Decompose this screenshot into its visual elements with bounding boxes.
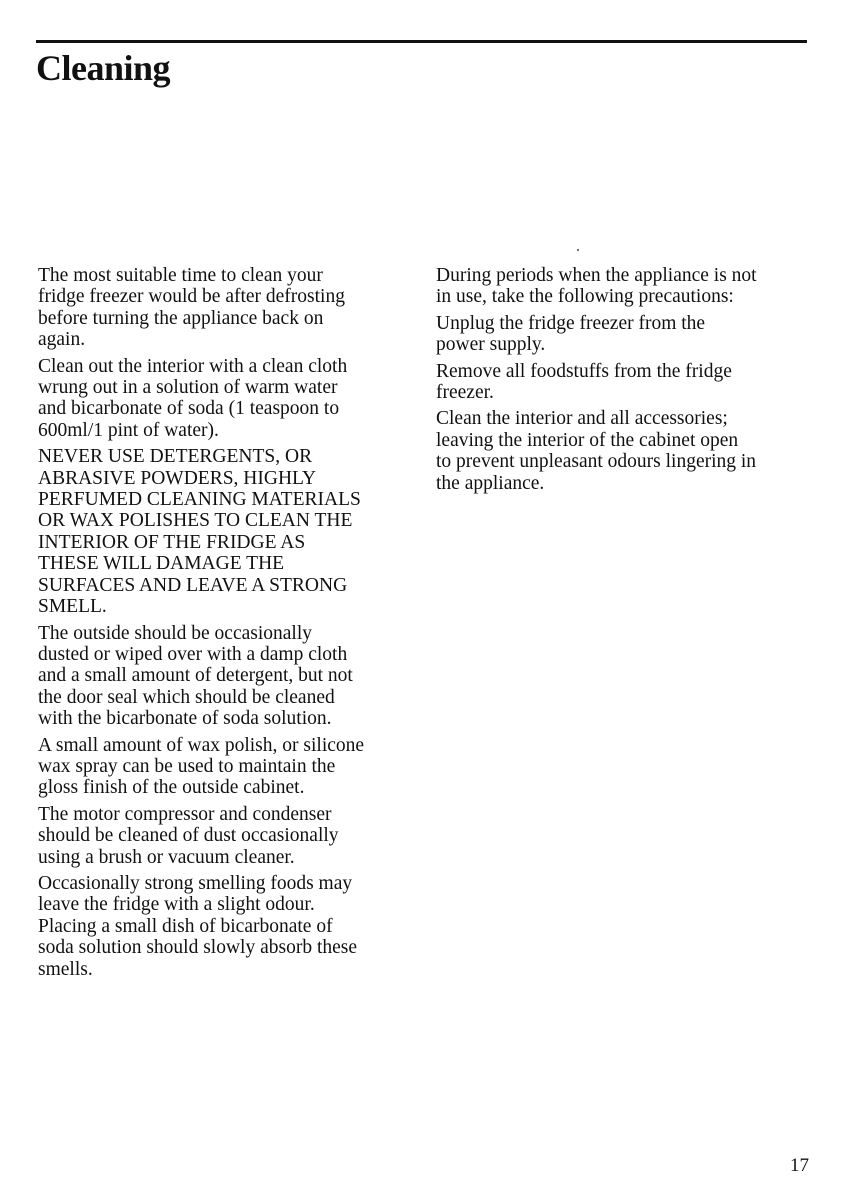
text-line: SURFACES AND LEAVE A STRONG — [38, 574, 348, 596]
text-line: ABRASIVE POWDERS, HIGHLY — [38, 467, 317, 489]
text-line: SMELL. — [38, 596, 107, 618]
text-line: in use, take the following precautions: — [436, 286, 734, 308]
text-line: Unplug the fridge freezer from the — [436, 312, 706, 334]
text-line: smells. — [38, 958, 93, 980]
text-line: wrung out in a solution of warm water — [38, 377, 338, 399]
text-line: Clean out the interior with a clean cloth — [38, 355, 348, 377]
text-line: again. — [38, 329, 86, 351]
paragraph-unplug — [436, 313, 816, 356]
text-line: During periods when the appliance is not — [436, 265, 757, 286]
page-number: 17 — [790, 1155, 809, 1176]
text-line: NEVER USE DETERGENTS, OR — [38, 446, 313, 468]
text-line: leave the fridge with a slight odour. — [38, 894, 315, 916]
text-line: before turning the appliance back on — [38, 307, 324, 329]
text-line: to prevent unpleasant odours lingering in — [436, 451, 757, 473]
text-line: should be cleaned of dust occasionally — [38, 825, 339, 847]
paragraph-remove-food — [436, 361, 816, 404]
page-title: Cleaning — [36, 48, 171, 88]
paragraph-wax-polish — [38, 735, 418, 799]
paragraph-warning — [38, 446, 418, 617]
text-line: OR WAX POLISHES TO CLEAN THE — [38, 510, 353, 532]
text-line: A small amount of wax polish, or silicone — [38, 734, 365, 756]
text-line: Clean the interior and all accessories; — [436, 408, 728, 430]
text-line: and a small amount of detergent, but not — [38, 665, 353, 687]
text-line: with the bicarbonate of soda solution. — [38, 708, 332, 730]
right-column — [436, 265, 816, 499]
top-rule — [36, 40, 807, 43]
text-line: dusted or wiped over with a damp cloth — [38, 643, 348, 665]
text-line: Remove all foodstuffs from the fridge — [436, 360, 732, 382]
paragraph-periods-not-in-use — [436, 265, 816, 308]
text-line: The most suitable time to clean your — [38, 265, 323, 286]
text-line: INTERIOR OF THE FRIDGE AS — [38, 531, 306, 553]
text-line: soda solution should slowly absorb these — [38, 937, 358, 959]
text-line: THESE WILL DAMAGE THE — [38, 553, 285, 575]
left-column — [38, 265, 418, 985]
text-line: PERFUMED CLEANING MATERIALS — [38, 489, 361, 511]
paragraph-compressor — [38, 804, 418, 868]
print-speck — [577, 249, 579, 251]
text-line: using a brush or vacuum cleaner. — [38, 846, 295, 868]
text-line: Occasionally strong smelling foods may — [38, 872, 353, 894]
text-line: and bicarbonate of soda (1 teaspoon to — [38, 398, 340, 420]
paragraph-interior-cleaning — [38, 356, 418, 442]
text-line: wax spray can be used to maintain the — [38, 755, 336, 777]
text-line: 600ml/1 pint of water). — [38, 419, 219, 441]
text-line: freezer. — [436, 382, 494, 404]
paragraph-odours — [38, 873, 418, 980]
text-line: the appliance. — [436, 472, 545, 494]
text-line: Placing a small dish of bicarbonate of — [38, 915, 333, 937]
text-line: The outside should be occasionally — [38, 622, 313, 644]
paragraph-clean-interior — [436, 408, 816, 494]
text-line: the door seal which should be cleaned — [38, 686, 335, 708]
paragraph-best-time — [38, 265, 418, 351]
text-line: fridge freezer would be after defrosting — [38, 286, 345, 308]
paragraph-outside-cleaning — [38, 623, 418, 730]
text-line: The motor compressor and condenser — [38, 803, 332, 825]
text-line: gloss finish of the outside cabinet. — [38, 777, 305, 799]
text-line: power supply. — [436, 334, 546, 356]
text-line: leaving the interior of the cabinet open — [436, 429, 739, 451]
